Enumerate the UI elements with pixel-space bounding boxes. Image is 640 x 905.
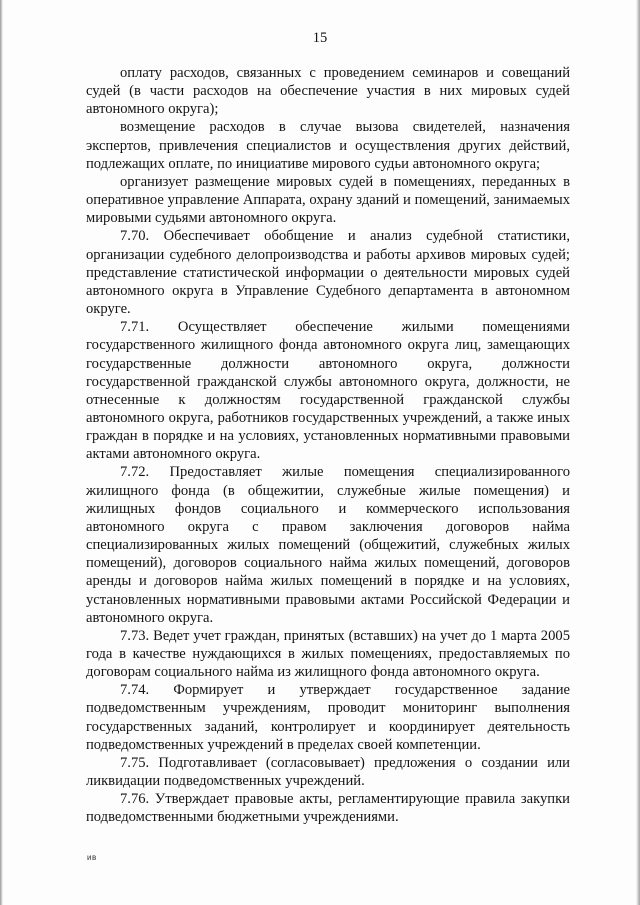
paragraph-7-75: 7.75. Подготавливает (согласовывает) предложения о создании или ликвидации подведомственных учреждений. [86,754,570,790]
paragraph-witness-expenses: возмещение расходов в случае вызова свидетелей, назначения экспертов, привлечения специалистов и осуществления других действий, подлежащих оплате, по инициативе мирового судьи автономного округа; [86,119,570,172]
paragraph-7-70: 7.70. Обеспечивает обобщение и анализ судебной статистики, организации судебного делопроизводства и работы архивов мировых судей; представление статистической информации о деятельности мировых судей автономного округа в Управление Судебного департамента в автономном округе. [86,228,570,318]
paragraph-judges-premises: организует размещение мировых судей в помещениях, переданных в оперативное управление Аппарата, охрану зданий и помещений, занимаемых мировыми судьями автономного округа. [86,173,570,227]
paragraph-7-71: 7.71. Осуществляет обеспечение жилыми помещениями государственного жилищного фонда автономного округа лиц, замещающих государственные должности автономного округа, должности государственной гражданской службы автономного округа, должности, не отнесенные к должностям государственной гражданской службы автономного округа, работников государственных учреждений, а также иных граждан в порядке и на условиях, установленных нормативными правовыми актами автономного округа. [86,319,570,463]
footer-initials: ив [87,853,97,862]
scan-edge-right [636,0,640,905]
paragraph-7-74: 7.74. Формирует и утверждает государственное задание подведомственным учреждениям, проводит мониторинг выполнения государственных заданий, контролирует и координирует деятельность подведомственных учреждений в пределах своей компетенции. [86,682,570,753]
paragraph-7-72: 7.72. Предоставляет жилые помещения специализированного жилищного фонда (в общежитии, служебные жилые помещения) и жилищных фондов социального и коммерческого использования автономного округа с правом заключения договоров найма специализированных жилых помещений (общежитий, служебных жилых помещений), договоров социального найма жилых помещений, договоров аренды и договоров найма жилых помещений в порядке и на условиях, установленных нормативными правовыми актами Российской Федерации и автономного округа. [86,464,570,626]
paragraph-7-76: 7.76. Утверждает правовые акты, регламентирующие правила закупки подведомственными бюджетными учреждениями. [86,791,570,826]
page-number: 15 [312,30,328,46]
paragraph-7-73: 7.73. Ведет учет граждан, принятых (вставших) на учет до 1 марта 2005 года в качестве нуждающихся в жилых помещениях, предоставляемых по договорам социального найма из жилищного фонда автономного округа. [86,627,570,681]
scan-edge-left [0,0,3,905]
paragraph-seminar-expenses: оплату расходов, связанных с проведением семинаров и совещаний судей (в части расходов на обеспечение участия в них мировых судей автономного округа); [86,65,570,118]
document-body [86,64,570,827]
